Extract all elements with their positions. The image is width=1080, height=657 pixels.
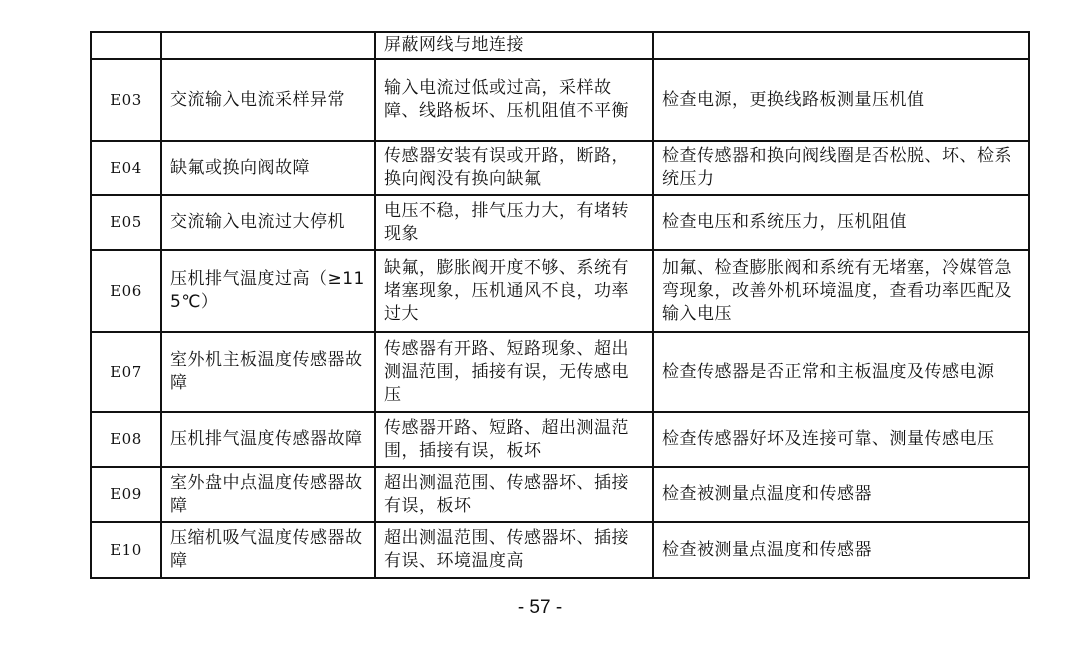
- fault-name-cell: 室外盘中点温度传感器故障: [161, 467, 375, 522]
- table-row: [91, 467, 1029, 522]
- fault-solution-cell: 加氟、检查膨胀阀和系统有无堵塞，冷媒管急弯现象，改善外机环境温度，查看功率匹配及输入电压: [653, 250, 1029, 332]
- table-row: [91, 141, 1029, 195]
- table-row: [91, 412, 1029, 467]
- table-row: [91, 332, 1029, 412]
- fault-name-cell: 室外机主板温度传感器故障: [161, 332, 375, 412]
- fault-code-cell: E03: [91, 59, 161, 141]
- fault-solution-cell: 检查被测量点温度和传感器: [653, 522, 1029, 578]
- fault-name-cell: 交流输入电流过大停机: [161, 195, 375, 250]
- fault-name-cell: 压缩机吸气温度传感器故障: [161, 522, 375, 578]
- fault-cause-cell: 传感器开路、短路、超出测温范围，插接有误，板坏: [375, 412, 653, 467]
- fault-code-table: [90, 31, 1030, 579]
- fault-cause-cell: 传感器安装有误或开路，断路，换向阀没有换向缺氟: [375, 141, 653, 195]
- fault-name-cell: 压机排气温度过高（≥115℃）: [161, 250, 375, 332]
- fault-solution-cell: 检查电源，更换线路板测量压机值: [653, 59, 1029, 141]
- table-row: [91, 522, 1029, 578]
- fault-solution-cell: 检查电压和系统压力，压机阻值: [653, 195, 1029, 250]
- fault-name-cell: 压机排气温度传感器故障: [161, 412, 375, 467]
- fault-cause-cell: 超出测温范围、传感器坏、插接有误，板坏: [375, 467, 653, 522]
- fault-solution-cell: 检查传感器和换向阀线圈是否松脱、坏、检系统压力: [653, 141, 1029, 195]
- fault-cause-cell: 超出测温范围、传感器坏、插接有误、环境温度高: [375, 522, 653, 578]
- fault-code-cell: E08: [91, 412, 161, 467]
- fault-solution-cell: 检查传感器是否正常和主板温度及传感电源: [653, 332, 1029, 412]
- fault-code-cell: [91, 32, 161, 59]
- fault-name-cell: 缺氟或换向阀故障: [161, 141, 375, 195]
- table-row: [91, 250, 1029, 332]
- page-number: - 57 -: [517, 597, 563, 618]
- table-row: [91, 195, 1029, 250]
- fault-cause-cell: 电压不稳，排气压力大，有堵转现象: [375, 195, 653, 250]
- fault-code-cell: E06: [91, 250, 161, 332]
- fault-cause-cell: 输入电流过低或过高，采样故障、线路板坏、压机阻值不平衡: [375, 59, 653, 141]
- fault-cause-cell: 缺氟，膨胀阀开度不够、系统有堵塞现象，压机通风不良，功率过大: [375, 250, 653, 332]
- table-row: [91, 59, 1029, 141]
- fault-code-cell: E04: [91, 141, 161, 195]
- fault-code-cell: E07: [91, 332, 161, 412]
- table-row: [91, 32, 1029, 59]
- fault-code-cell: E05: [91, 195, 161, 250]
- fault-cause-cell: 传感器有开路、短路现象、超出测温范围，插接有误，无传感电压: [375, 332, 653, 412]
- fault-code-cell: E10: [91, 522, 161, 578]
- fault-solution-cell: [653, 32, 1029, 59]
- fault-solution-cell: 检查传感器好坏及连接可靠、测量传感电压: [653, 412, 1029, 467]
- fault-name-cell: [161, 32, 375, 59]
- fault-solution-cell: 检查被测量点温度和传感器: [653, 467, 1029, 522]
- fault-name-cell: 交流输入电流采样异常: [161, 59, 375, 141]
- fault-code-cell: E09: [91, 467, 161, 522]
- fault-cause-cell: 屏蔽网线与地连接: [375, 32, 653, 59]
